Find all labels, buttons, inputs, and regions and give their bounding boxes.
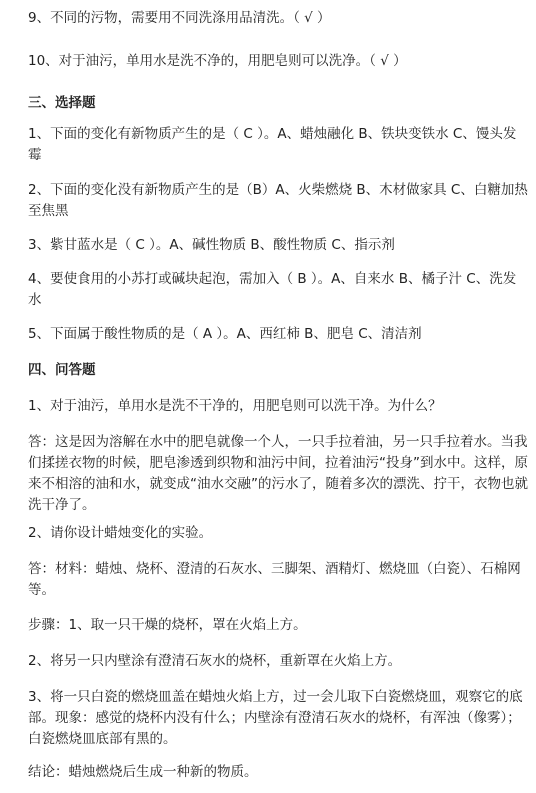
true-false-item-10: 10、对于油污，单用水是洗不净的，用肥皂则可以洗净。（ √ ） [28, 53, 407, 69]
qa-answer-2-step-3: 3、将一只白瓷的燃烧皿盖在蜡烛火焰上方，过一会儿取下白瓷燃烧皿，观察它的底部。现象：感觉的烧杯内没有什么；内壁涂有澄清石灰水的烧杯，有浑浊（像雾）；白瓷燃烧皿底部有黑的。 [28, 689, 523, 747]
choice-question-5: 5、下面属于酸性物质的是（ A ）。A、西红柿 B、肥皂 C、清洁剂 [28, 326, 422, 342]
qa-answer-2-step-1: 步骤：1、取一只干燥的烧杯，罩在火焰上方。 [28, 617, 307, 633]
section-heading-multiple-choice: 三、选择题 [28, 95, 96, 111]
qa-answer-2-materials: 答：材料：蜡烛、烧杯、澄清的石灰水、三脚架、酒精灯、燃烧皿（白瓷）、石棉网等。 [28, 561, 521, 598]
choice-question-1: 1、下面的变化有新物质产生的是（ C ）。A、蜡烛融化 B、铁块变铁水 C、馒头发霉 [28, 126, 517, 163]
qa-answer-2-step-2: 2、将另一只内壁涂有澄清石灰水的烧杯，重新罩在火焰上方。 [28, 653, 402, 669]
true-false-item-9: 9、不同的污物，需要用不同洗涤用品清洗。（ √ ） [28, 10, 331, 26]
choice-question-3: 3、紫甘蓝水是（ C ）。A、碱性物质 B、酸性物质 C、指示剂 [28, 237, 395, 253]
section-heading-qa: 四、问答题 [28, 362, 96, 378]
choice-question-2: 2、下面的变化没有新物质产生的是（B）A、火柴燃烧 B、木材做家具 C、白糖加热至焦黑 [28, 182, 528, 219]
qa-answer-2-conclusion: 结论：蜡烛燃烧后生成一种新的物质。 [28, 764, 258, 780]
qa-question-2: 2、请你设计蜡烛变化的实验。 [28, 525, 213, 541]
qa-question-1: 1、对于油污，单用水是洗不干净的，用肥皂则可以洗干净。为什么？ [28, 398, 442, 414]
qa-answer-1: 答：这是因为溶解在水中的肥皂就像一个人，一只手拉着油，另一只手拉着水。当我们揉搓衣物的时候，肥皂渗透到织物和油污中间，拉着油污“投身”到水中。这样，原来不相溶的油和水，就变成“油水交融”的污水了，随着多次的漂洗、拧干，衣物也就洗干净了。 [28, 434, 528, 513]
choice-question-4: 4、要使食用的小苏打或碱块起泡，需加入（ B ）。A、自来水 B、橘子汁 C、洗发水 [28, 271, 517, 308]
